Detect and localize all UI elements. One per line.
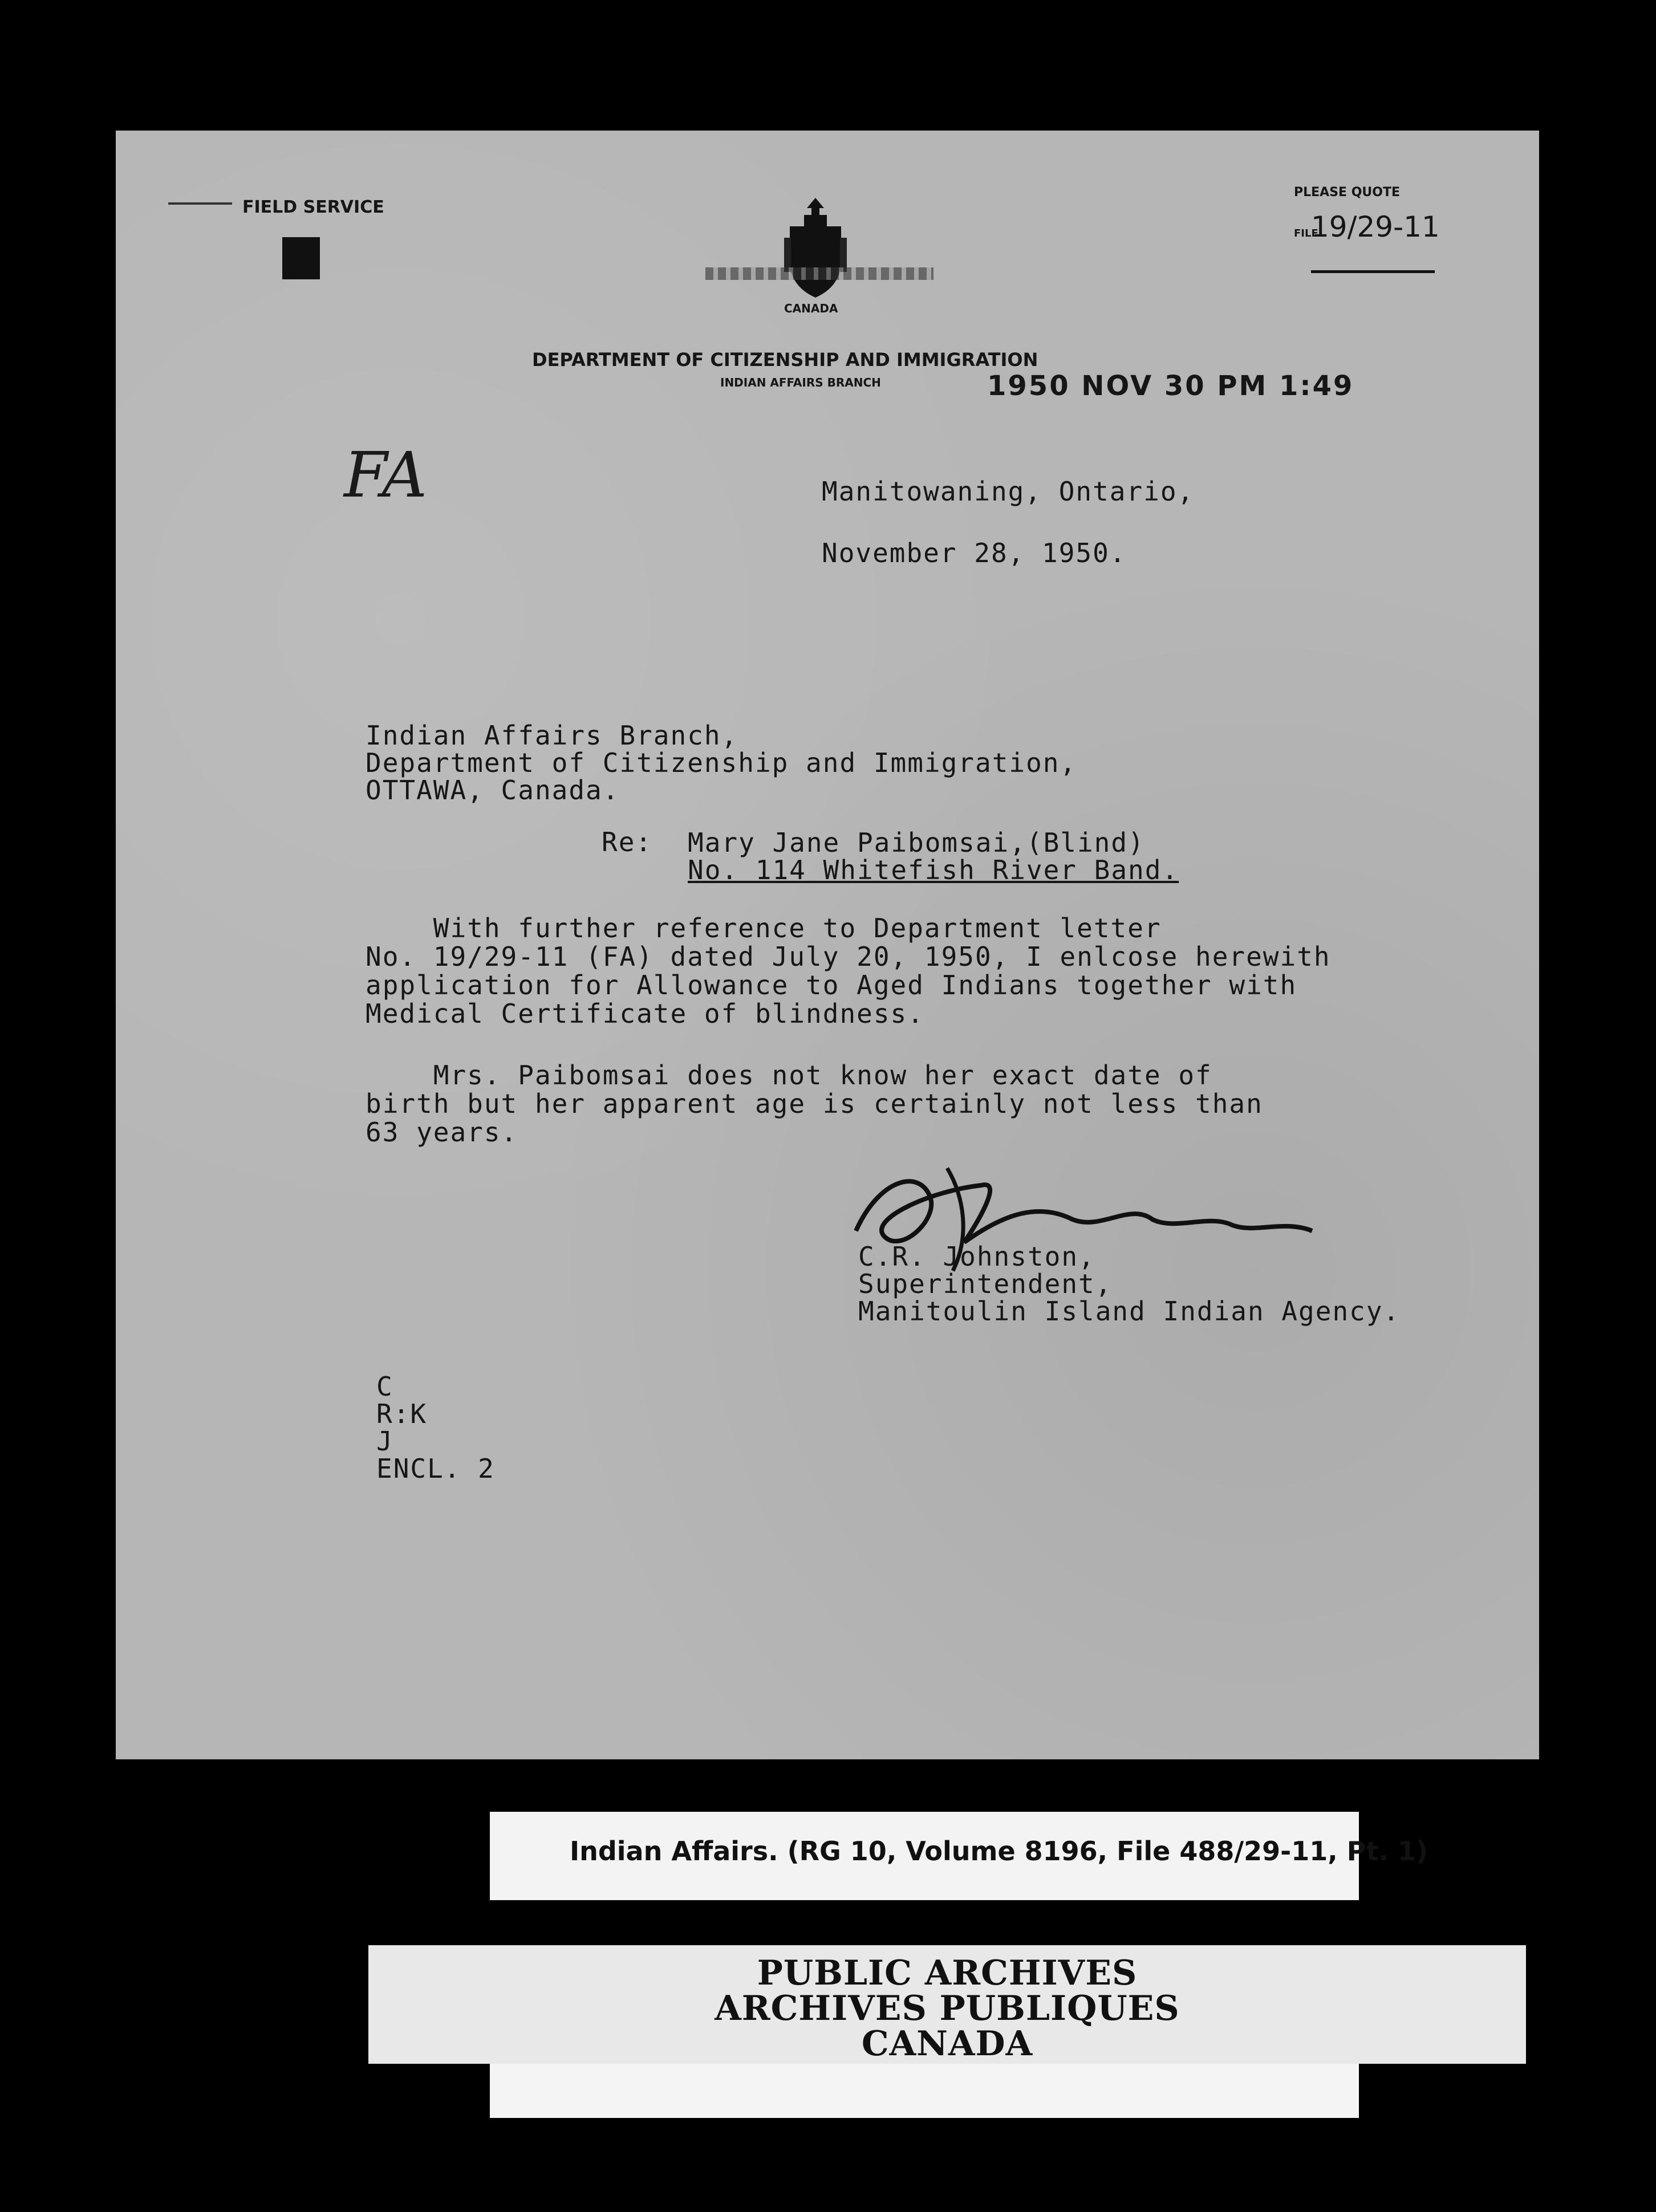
notation-line: J [376, 1426, 393, 1457]
recipient-line: Department of Citizenship and Immigration, [366, 747, 1077, 778]
archive-caption-card [490, 1812, 1428, 1900]
notation-line: ENCL. 2 [376, 1453, 495, 1484]
paragraph-line: No. 19/29-11 (FA) dated July 20, 1950, I enlcose herewith [366, 941, 1331, 972]
recipient-line: OTTAWA, Canada. [366, 775, 620, 806]
paragraph-line: Medical Certificate of blindness. [366, 998, 924, 1029]
notation-line: C [376, 1371, 393, 1402]
signatory-name: C.R. Johnston, [858, 1241, 1095, 1272]
re-subject: Mary Jane Paibomsai,(Blind) [688, 827, 1145, 858]
field-service-label: FIELD SERVICE [242, 197, 384, 217]
archive-stamp-line: ARCHIVES PUBLIQUES [715, 1989, 1180, 2028]
paragraph-line: birth but her apparent age is certainly not less than [366, 1088, 1263, 1119]
letter-date: November 28, 1950. [822, 538, 1127, 568]
signatory-agency: Manitoulin Island Indian Agency. [858, 1296, 1401, 1327]
crest-ribbon [705, 267, 933, 280]
paragraph-line: 63 years. [366, 1117, 518, 1148]
black-tab-mark [282, 237, 320, 279]
recipient-line: Indian Affairs Branch, [366, 720, 738, 751]
signatory-title: Superintendent, [858, 1268, 1113, 1299]
file-prefix-label: FILE [1294, 227, 1318, 239]
paragraph-line: With further reference to Department letter [366, 913, 1162, 944]
letter-page [116, 131, 1539, 1759]
archive-stamp-line: CANADA [861, 2024, 1033, 2064]
notation-line: R:K [376, 1398, 428, 1429]
please-quote-label: PLEASE QUOTE [1294, 185, 1401, 200]
paragraph-line: application for Allowance to Aged Indians together with [366, 970, 1297, 1001]
received-stamp: 1950 NOV 30 PM 1:49 [987, 370, 1354, 402]
re-label: Re: [602, 827, 653, 857]
handwritten-initials: FA [344, 438, 428, 511]
archive-stamp-band [368, 1945, 1526, 2064]
archive-caption: Indian Affairs. (RG 10, Volume 8196, File 488/29-11, Pt. 1) [570, 1836, 1428, 1867]
file-underline [1311, 270, 1435, 273]
department-heading: DEPARTMENT OF CITIZENSHIP AND IMMIGRATION [532, 349, 1038, 371]
file-number: 19/29-11 [1311, 210, 1440, 243]
letter-place: Manitowaning, Ontario, [822, 476, 1195, 507]
archive-stamp-line: PUBLIC ARCHIVES [757, 1953, 1138, 1993]
canada-crest-icon [778, 192, 853, 300]
re-band: No. 114 Whitefish River Band. [688, 855, 1179, 885]
country-label: CANADA [784, 302, 838, 315]
branch-heading: INDIAN AFFAIRS BRANCH [720, 376, 881, 389]
paragraph-line: Mrs. Paibomsai does not know her exact date of [366, 1060, 1212, 1091]
archive-bottom-strip [490, 2064, 1359, 2118]
field-service-mark [168, 202, 232, 205]
